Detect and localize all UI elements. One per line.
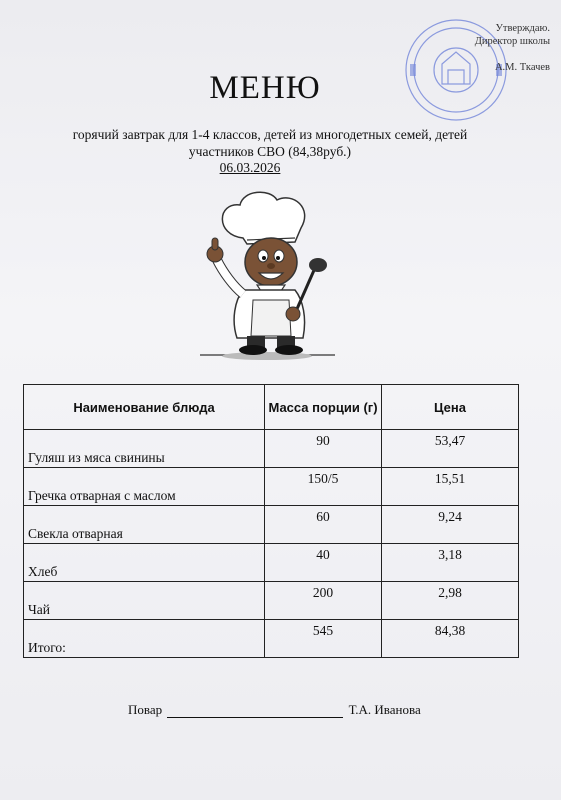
chef-illustration-icon — [195, 190, 345, 365]
signature-underline — [167, 705, 343, 718]
subtitle — [20, 126, 520, 160]
total-mass: 545 — [265, 620, 382, 658]
approval-block — [430, 22, 550, 74]
dish-price: 2,98 — [382, 582, 519, 620]
signature-line — [128, 702, 421, 718]
total-label: Итого: — [24, 620, 265, 658]
header-dish: Наименование блюда — [24, 385, 265, 430]
cook-role: Повар — [128, 702, 163, 717]
approval-line-1: Утверждаю. — [495, 23, 550, 34]
dish-name: Гречка отварная с маслом — [24, 468, 265, 506]
dish-name: Свекла отварная — [24, 506, 265, 544]
dish-mass: 90 — [265, 430, 382, 468]
header-mass: Масса порции (г) — [265, 385, 382, 430]
page-title: МЕНЮ — [209, 70, 321, 106]
dish-mass: 60 — [265, 506, 382, 544]
menu-table — [23, 384, 519, 658]
dish-mass: 200 — [265, 582, 382, 620]
header-price: Цена — [382, 385, 519, 430]
dish-name: Хлеб — [24, 544, 265, 582]
approval-signer: А.М. Ткачев — [494, 62, 550, 73]
dish-name: Чай — [24, 582, 265, 620]
dish-price: 3,18 — [382, 544, 519, 582]
dish-price: 9,24 — [382, 506, 519, 544]
table-row — [24, 468, 519, 506]
table-row — [24, 506, 519, 544]
dish-mass: 40 — [265, 544, 382, 582]
dish-name: Гуляш из мяса свинины — [24, 430, 265, 468]
menu-date — [0, 160, 500, 176]
table-total-row — [24, 620, 519, 658]
dish-price: 15,51 — [382, 468, 519, 506]
subtitle-line-1: горячий завтрак для 1-4 классов, детей из многодетных семей, детей — [72, 127, 468, 142]
table-header-row — [24, 385, 519, 430]
approval-line-2: Директор школы — [474, 36, 550, 47]
dish-mass: 150/5 — [265, 468, 382, 506]
table-row — [24, 430, 519, 468]
dish-price: 53,47 — [382, 430, 519, 468]
menu-date-text: 06.03.2026 — [219, 160, 281, 175]
total-price: 84,38 — [382, 620, 519, 658]
table-row — [24, 544, 519, 582]
table-row — [24, 582, 519, 620]
subtitle-line-2: участников СВО (84,38руб.) — [188, 144, 352, 159]
cook-name: Т.А. Иванова — [348, 702, 421, 717]
